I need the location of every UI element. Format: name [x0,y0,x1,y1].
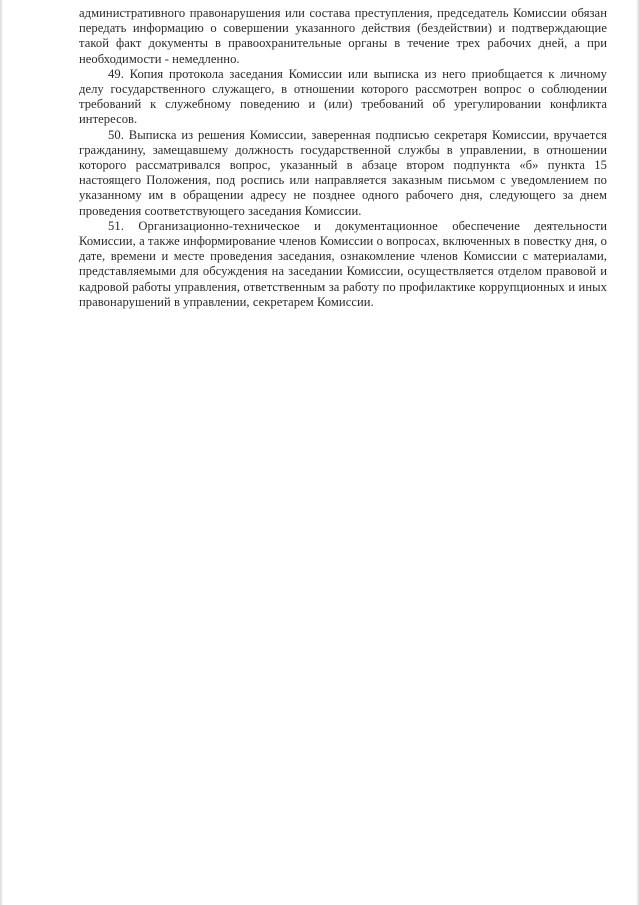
paragraph-50: 50. Выписка из решения Комиссии, заверенная подписью секретаря Комиссии, вручается гражданину, замещавшему должность государственной службы в управлении, в отношении которого рассматривался вопрос, указанный в абзаце втором подпункта «б» пункта 15 настоящего Положения, под роспись или направляется заказным письмом с уведомлением по указанному им в обращении адресу не позднее одного рабочего дня, следующего за днем проведения соответствующего заседания Комиссии. [79,127,607,218]
paragraph-51: 51. Организационно-техническое и документационное обеспечение деятельности Комиссии, а также информирование членов Комиссии о вопросах, включенных в повестку дня, о дате, времени и месте проведения заседания, ознакомление членов Комиссии с материалами, представляемыми для обсуждения на заседании Комиссии, осуществляется отделом правовой и кадровой работы управления, ответственным за работу по профилактике коррупционных и иных правонарушений в управлении, секретарем Комиссии. [79,218,607,309]
paragraph-49: 49. Копия протокола заседания Комиссии или выписка из него приобщается к личному делу государственного служащего, в отношении которого рассмотрен вопрос о соблюдении требований к служебному поведению и (или) требований об урегулировании конфликта интересов. [79,66,607,127]
paragraph-continuation: административного правонарушения или состава преступления, председатель Комиссии обязан передать информацию о совершении указанного действия (бездействии) и подтверждающие такой факт документы в правоохранительные органы в течение трех рабочих дней, а при необходимости - немедленно. [79,6,607,66]
scan-edge-left [0,0,3,905]
document-body [79,6,607,310]
scan-edge-right [636,0,640,905]
